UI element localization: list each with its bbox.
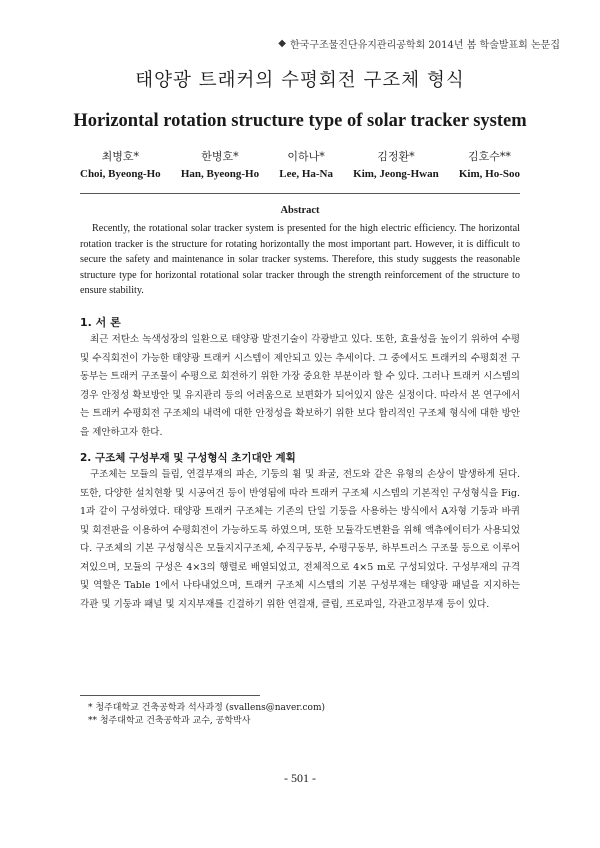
- author-name-en: Choi, Byeong-Ho: [80, 168, 161, 180]
- author-name-en: Lee, Ha-Na: [279, 168, 333, 180]
- title-korean: 태양광 트래커의 수평회전 구조체 형식: [135, 70, 465, 91]
- section-body-structure: 구조체는 모듈의 들림, 연결부재의 파손, 기둥의 휨 및 좌굴, 전도와 같은 유형의 손상이 발생하게 된다. 또한, 다양한 설치현황 및 시공여건 등이 반영됨에 따라 트래커 구조체 시스템의 기본적인 구성형식을 Fig. 1과 같이 구성하였다. 태양광 트래커 구조체는 기존의 단일 기둥을 사용하는 방식에서 A자형 기둥과 바퀴 및 회전판을 이용하여 수평회전이 가능하도록 하였으며, 또한 모듈각도변환을 위해 액츄에이터가 사용되었다. 구조체의 기본 구성형식은 모듈지지구조체, 수직구동부, 수평구동부, 하부트러스 구조물 등으로 이루어져있으며, 모듈의 구성은 4×3의 행렬로 배열되었고, 전체적으로 4×5 m로 구성되었다. 구성부재의 규격 및 역할은 Table 1에서 나타내었으며, 트래커 구조체 시스템의 기본 구성부재는 태양광 패널을 지지하는 각관 및 기둥과 패널 및 지지부재를 긴결하기 위한 연결재, 클립, 프로파일, 각관고정부재 등이 있다.: [80, 469, 520, 610]
- author-name-en: Han, Byeong-Ho: [180, 168, 260, 180]
- author-name-en: Kim, Ho-Soo: [458, 168, 520, 180]
- author: [279, 148, 333, 180]
- header-text: 한국구조물진단유지관리공학회 2014년 봄 학술발표회 논문집: [289, 40, 560, 51]
- section-heading-introduction: 1. 서 론: [80, 316, 121, 329]
- author-name-ko: 최병호*: [101, 150, 140, 163]
- running-header: [278, 36, 560, 51]
- footnote: * 청주대학교 건축공학과 석사과정 (svallens@naver.com): [88, 703, 325, 713]
- author-name-ko: 김호수**: [467, 150, 511, 163]
- author-name-en: Kim, Jeong-Hwan: [353, 168, 439, 180]
- author: [353, 148, 439, 180]
- author-list: [80, 148, 520, 180]
- author: [80, 148, 161, 180]
- author-name-ko: 한병호*: [201, 150, 239, 163]
- abstract-text: Recently, the rotational solar tracker system is presented for the high electric efficiency. The horizontal rotation tracker is the structure for rotating horizontally the most important part. However, it is difficult to secure the safety and maintenance in solar tracker systems. Therefore, this study suggests the reasonable structure type for horizontal rotational solar tracker through the strength reinforcement of the structure to ensure stability.: [80, 223, 520, 296]
- author: [181, 148, 259, 180]
- divider: [80, 193, 520, 194]
- author: [459, 148, 520, 180]
- title-english: Horizontal rotation structure type of solar tracker system: [73, 111, 527, 131]
- author-name-ko: 김정환*: [377, 150, 415, 163]
- author-name-ko: 이하나*: [287, 150, 325, 163]
- section-body-introduction: 최근 저탄소 녹색성장의 일환으로 태양광 발전기술이 각광받고 있다. 또한, 효율성을 높이기 위하여 수평 및 수직회전이 가능한 태양광 트래커 시스템이 제안되고 있는 추세이다. 그 중에서도 트래커의 수평회전 구동부는 트래커 구조물이 수평으로 회전하기 위한 가장 중요한 부분이라 할 수 있다. 그러나 트래커 시스템의 경우 안정성 확보방안 및 유지관리 등의 어려움으로 보편화가 되어있지 않은 실정이다. 따라서 본 연구에서는 트래커 수평회전 구조체의 내력에 대한 안정성을 확보하기 위한 보다 합리적인 구조체 형식에 대한 방안을 제안하고자 한다.: [80, 334, 520, 438]
- footnote-divider: [80, 695, 260, 696]
- abstract-heading: Abstract: [280, 205, 320, 216]
- diamond-icon: ◆: [278, 38, 286, 49]
- footnote: ** 청주대학교 건축공학과 교수, 공학박사: [88, 716, 251, 726]
- section-heading-structure: 2. 구조체 구성부재 및 구성형식 초기대안 계획: [80, 452, 296, 464]
- page-number: - 501 -: [284, 771, 316, 785]
